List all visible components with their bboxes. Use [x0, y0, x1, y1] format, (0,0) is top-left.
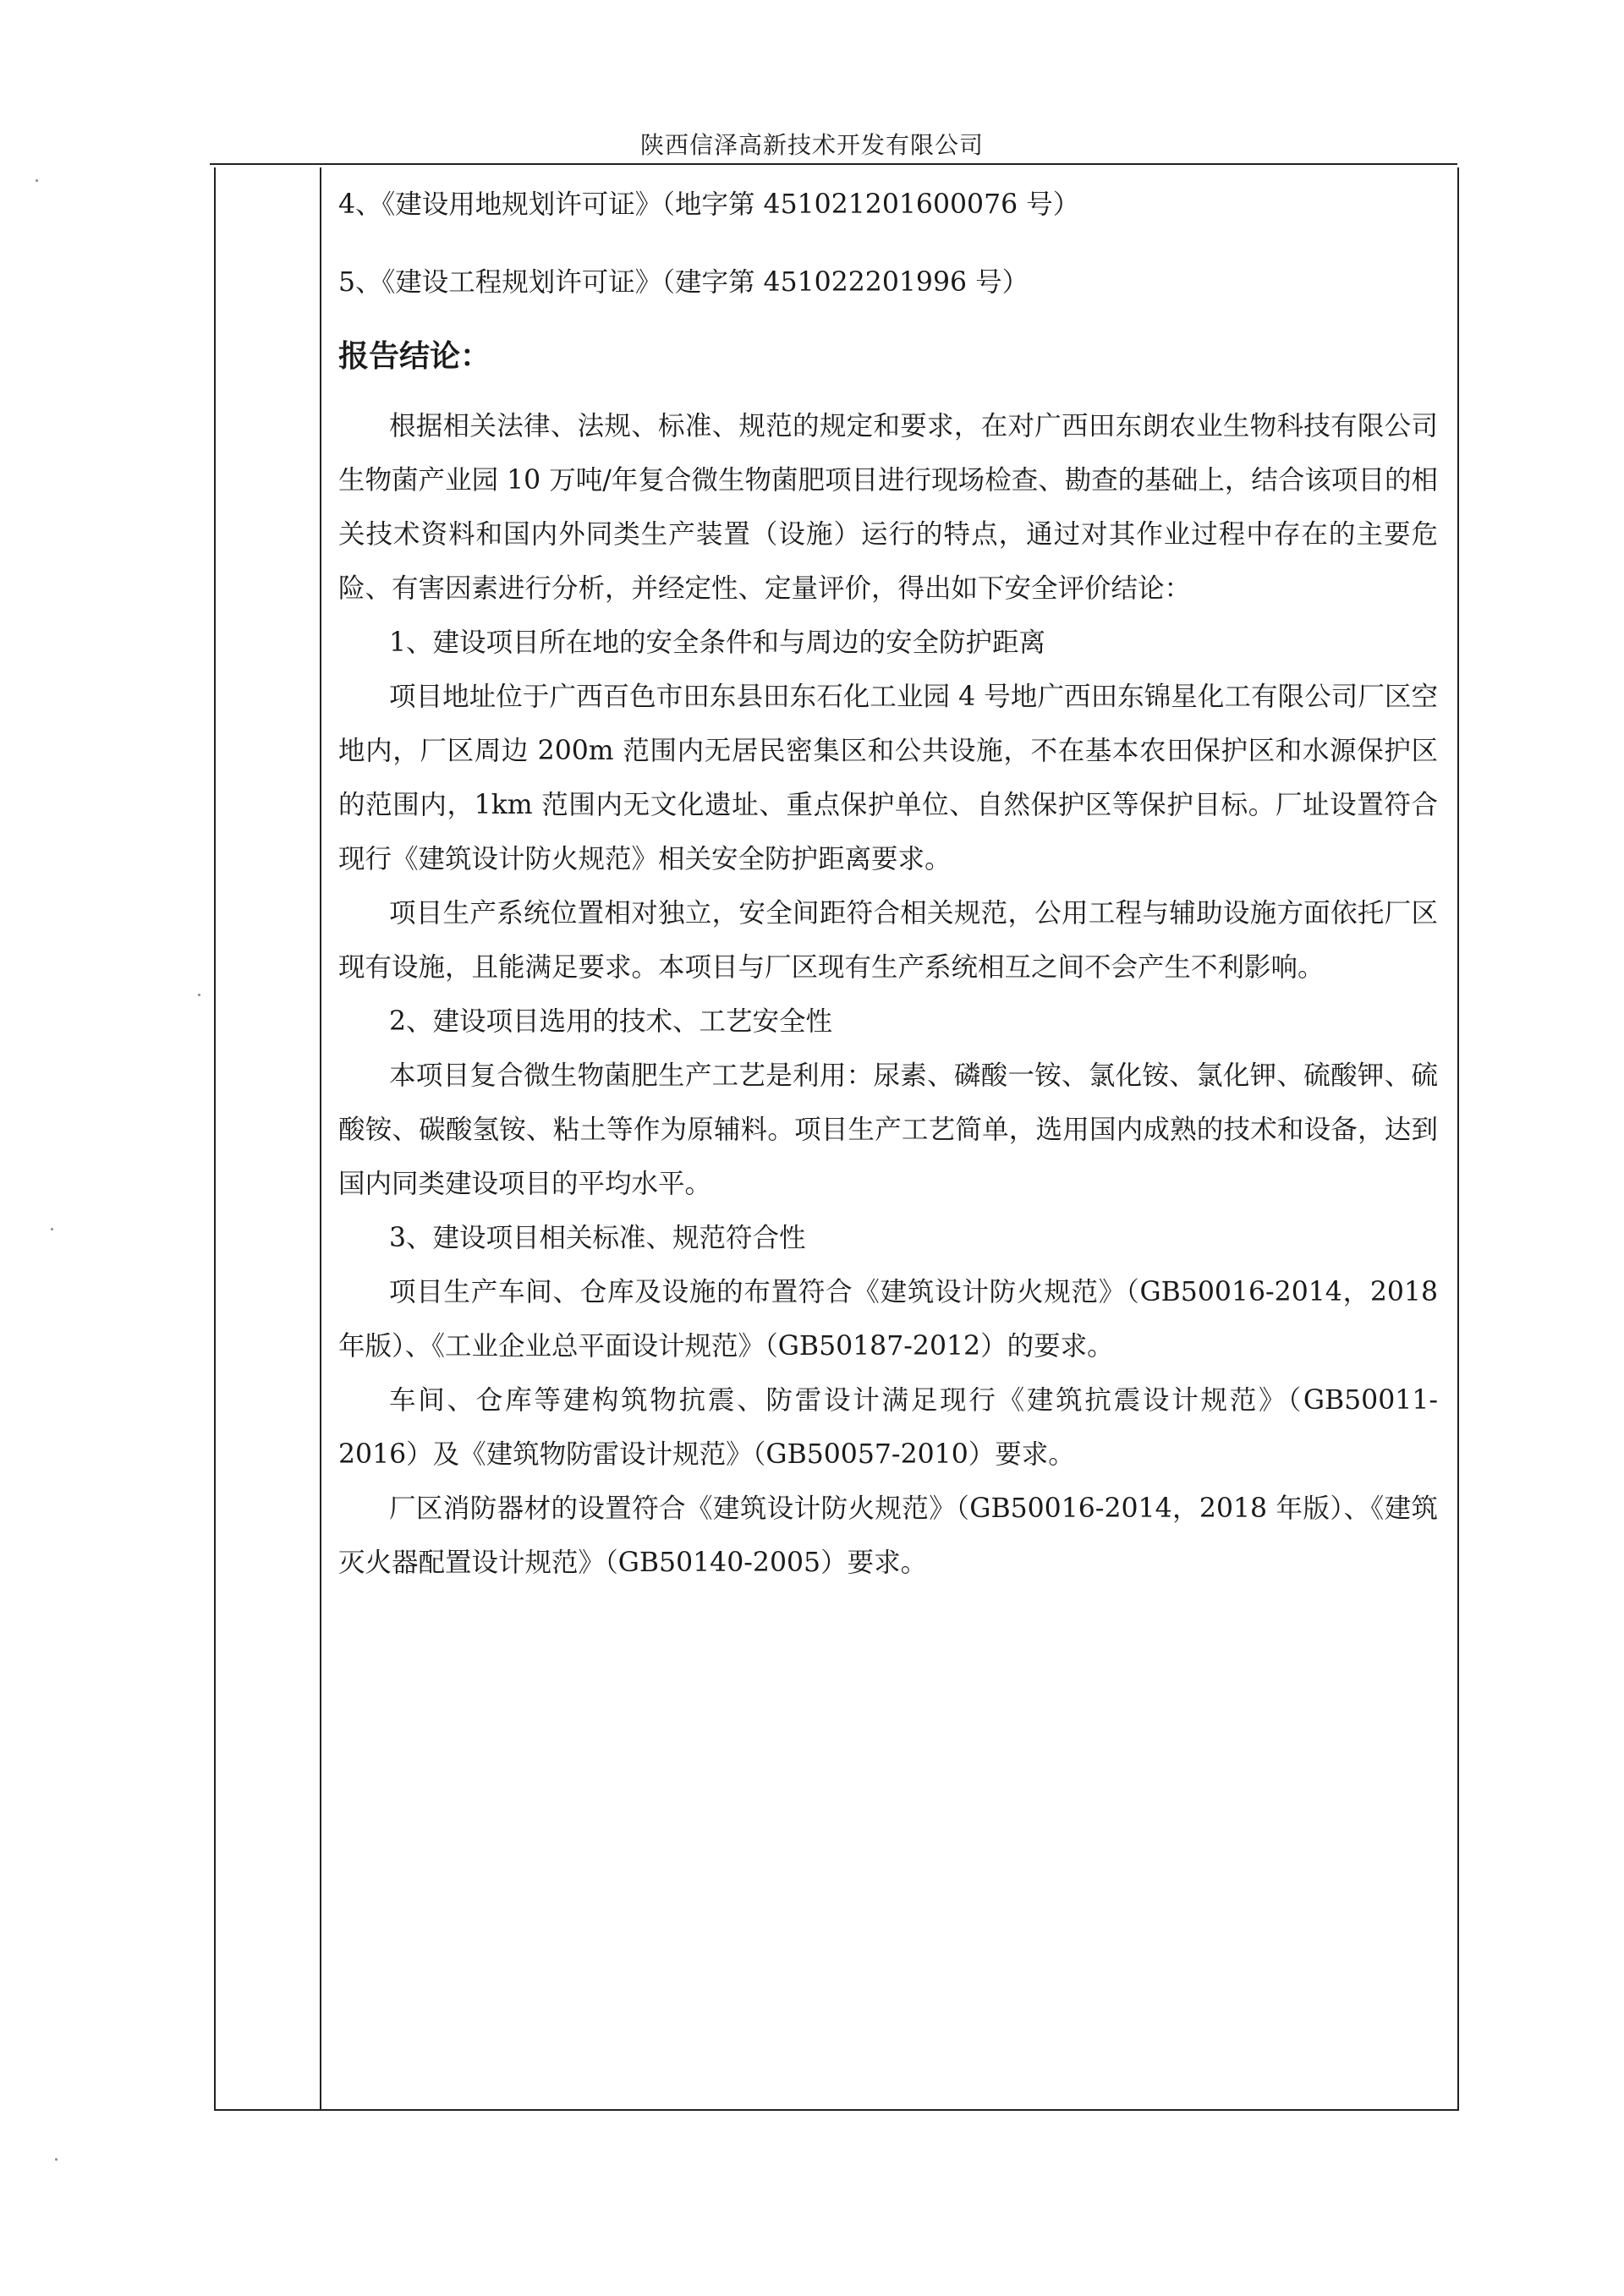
header-rule [210, 163, 1457, 165]
scan-speck [55, 2158, 58, 2161]
table-column-divider [320, 167, 321, 2111]
conclusion-item-3-title: 3、建设项目相关标准、规范符合性 [389, 1223, 806, 1253]
conclusion-item-1-title: 1、建设项目所在地的安全条件和与周边的安全防护距离 [389, 627, 1046, 658]
conclusion-item-3-para-3: 厂区消防器材的设置符合《建筑设计防火规范》（GB50016-2014，2018 年版）、《建筑灭火器配置设计规范》（GB50140-2005）要求。 [338, 1493, 1438, 1578]
reference-item-5: 5、《建设工程规划许可证》（建字第 451022201996 号） [338, 267, 1029, 298]
scan-speck [36, 179, 38, 182]
conclusion-item-1-para-2: 项目生产系统位置相对独立，安全间距符合相关规范，公用工程与辅助设施方面依托厂区现有设施，且能满足要求。本项目与厂区现有生产系统相互之间不会产生不利影响。 [338, 898, 1438, 983]
conclusion-title: 报告结论： [338, 339, 491, 374]
conclusion-item-2-para-1: 本项目复合微生物菌肥生产工艺是利用：尿素、磷酸一铵、氯化铵、氯化钾、硫酸钾、硫酸铵、碳酸氢铵、粘土等作为原辅料。项目生产工艺简单，选用国内成熟的技术和设备，达到国内同类建设项目的平均水平。 [338, 1060, 1438, 1199]
scan-speck [51, 1228, 53, 1230]
conclusion-item-3-para-2: 车间、仓库等建构筑物抗震、防雷设计满足现行《建筑抗震设计规范》（GB50011-2016）及《建筑物防雷设计规范》（GB50057-2010）要求。 [338, 1385, 1438, 1470]
conclusion-item-1-para-1: 项目地址位于广西百色市田东县田东石化工业园 4 号地广西田东锦星化工有限公司厂区空地内，厂区周边 200m 范围内无居民密集区和公共设施，不在基本农田保护区和水源保护区的范围内，1km 范围内无文化遗址、重点保护单位、自然保护区等保护目标。厂址设置符合现行《建筑设计防火规范》相关安全防护距离要求。 [338, 682, 1438, 874]
reference-item-4: 4、《建设用地规划许可证》（地字第 451021201600076 号） [338, 189, 1080, 220]
report-content [338, 178, 1438, 1590]
conclusion-intro: 根据相关法律、法规、标准、规范的规定和要求，在对广西田东朗农业生物科技有限公司生物菌产业园 10 万吨/年复合微生物菌肥项目进行现场检查、勘查的基础上，结合该项目的相关技术资料和国内外同类生产装置（设施）运行的特点，通过对其作业过程中存在的主要危险、有害因素进行分析，并经定性、定量评价，得出如下安全评价结论： [338, 411, 1438, 604]
conclusion-item-3-para-1: 项目生产车间、仓库及设施的布置符合《建筑设计防火规范》（GB50016-2014，2018 年版）、《工业企业总平面设计规范》（GB50187-2012）的要求。 [338, 1277, 1438, 1362]
scan-speck [198, 994, 200, 996]
conclusion-item-2-title: 2、建设项目选用的技术、工艺安全性 [389, 1006, 833, 1037]
company-header: 陕西信泽高新技术开发有限公司 [639, 131, 984, 159]
